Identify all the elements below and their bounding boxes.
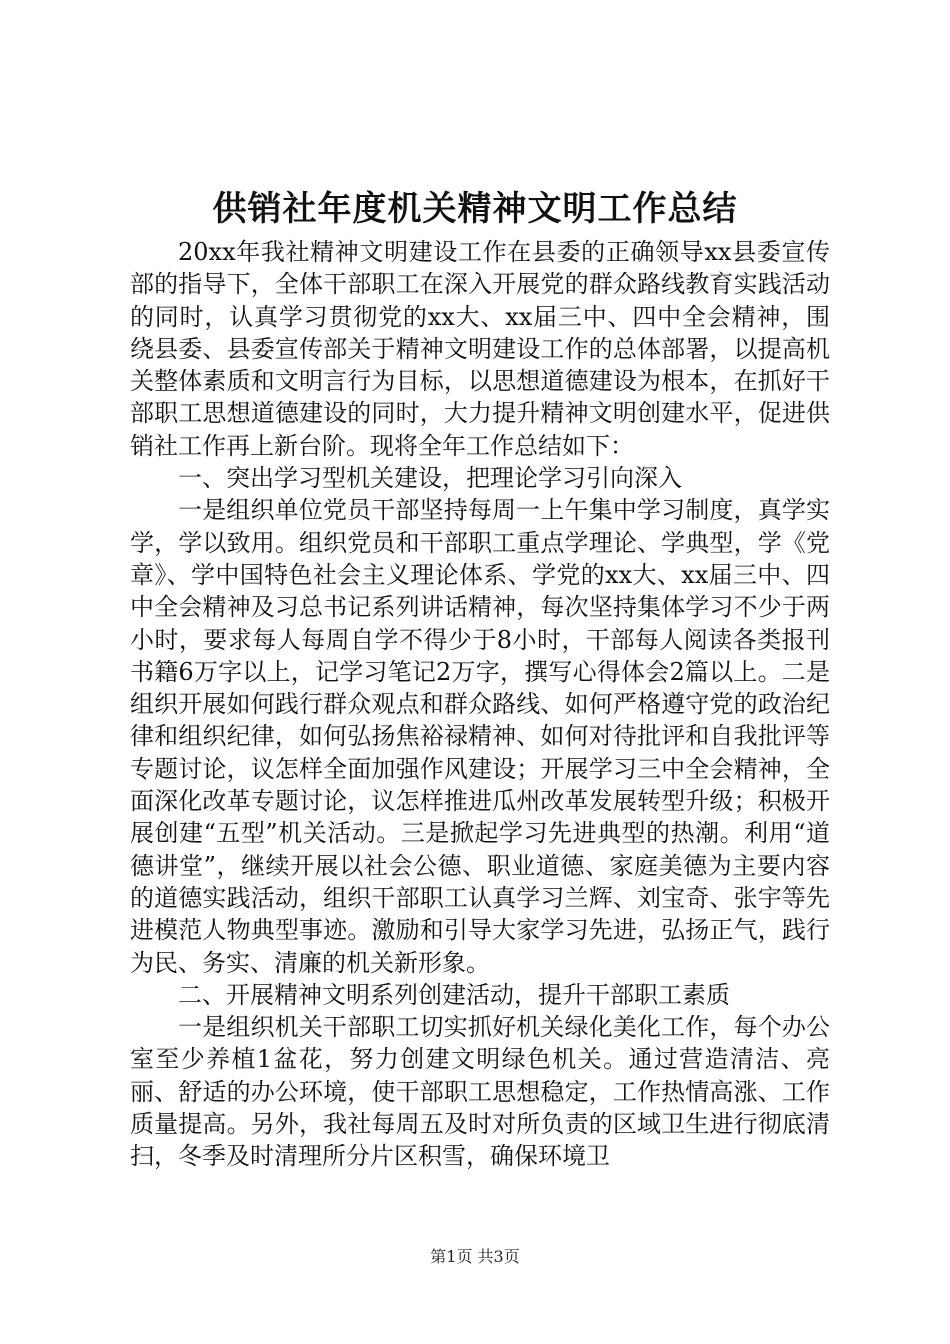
section-2-paragraph: 一是组织机关干部职工切实抓好机关绿化美化工作，每个办公室至少养植1盆花，努力创建文明绿色机关。通过营造清洁、亮丽、舒适的办公环境，使干部职工思想稳定，工作热情高涨、工作质量提高。另外，我社每周五及时对所负责的区域卫生进行彻底清扫，冬季及时清理所分片区积雪，确保环境卫 xyxy=(130,1013,830,1171)
section-heading-2: 二、开展精神文明系列创建活动，提升干部职工素质 xyxy=(178,980,730,1009)
section-heading-1: 一、突出学习型机关建设，把理论学习引向深入 xyxy=(178,464,682,493)
intro-paragraph: 20xx年我社精神文明建设工作在县委的正确领导xx县委宣传部的指导下，全体干部职工在深入开展党的群众路线教育实践活动的同时，认真学习贯彻党的xx大、xx届三中、四中全会精神，围绕县委、县委宣传部关于精神文明建设工作的总体部署，以提高机关整体素质和文明言行为目标，以思想道德建设为根本，在抓好干部职工思想道德建设的同时，大力提升精神文明创建水平，促进供销社工作再上新台阶。现将全年工作总结如下： xyxy=(130,238,830,460)
section-1-paragraph: 一是组织单位党员干部坚持每周一上午集中学习制度，真学实学，学以致用。组织党员和干部职工重点学理论、学典型，学《党章》、学中国特色社会主义理论体系、学党的xx大、xx届三中、四中全会精神及习总书记系列讲话精神，每次坚持集体学习不少于两小时，要求每人每周自学不得少于8小时，干部每人阅读各类报刊书籍6万字以上，记学习笔记2万字，撰写心得体会2篇以上。二是组织开展如何践行群众观点和群众路线、如何严格遵守党的政治纪律和组织纪律，如何弘扬焦裕禄精神、如何对待批评和自我批评等专题讨论，议怎样全面加强作风建设；开展学习三中全会精神，全面深化改革专题讨论，议怎样推进瓜州改革发展转型升级；积极开展创建“五型”机关活动。三是掀起学习先进典型的热潮。利用“道德讲堂”，继续开展以社会公德、职业道德、家庭美德为主要内容的道德实践活动，组织干部职工认真学习兰辉、刘宝奇、张宇等先进模范人物典型事迹。激励和引导大家学习先进，弘扬正气，践行为民、务实、清廉的机关新形象。 xyxy=(130,496,830,977)
document-title: 供销社年度机关精神文明工作总结 xyxy=(212,189,738,229)
document-body xyxy=(130,236,830,1173)
page-number-footer: 第1页 共3页 xyxy=(430,1247,520,1266)
